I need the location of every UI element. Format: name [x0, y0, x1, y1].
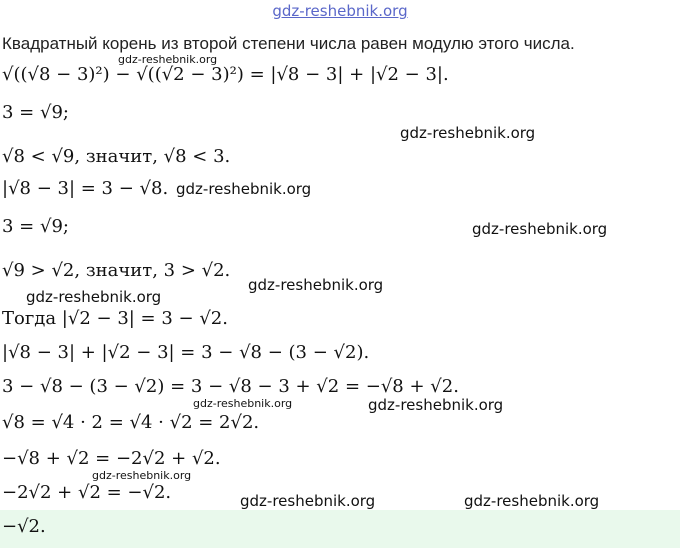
watermark: gdz-reshebnik.org	[368, 396, 504, 414]
watermark: gdz-reshebnik.org	[176, 180, 312, 198]
answer-text: −√2.	[2, 516, 46, 537]
answer-box	[0, 510, 680, 548]
math-line-8: |√8 − 3| + |√2 − 3| = 3 − √8 − (3 − √2).	[2, 342, 370, 363]
watermark: gdz-reshebnik.org	[92, 469, 192, 482]
math-line-9: 3 − √8 − (3 − √2) = 3 − √8 − 3 + √2 = −√8 + √2.	[2, 376, 459, 397]
math-line-1: √((√8 − 3)²) − √((√2 − 3)²) = |√8 − 3| + |√2 − 3|.	[2, 64, 449, 85]
watermark: gdz-reshebnik.org	[400, 124, 536, 142]
math-line-5: 3 = √9;	[2, 216, 69, 237]
math-line-3: √8 < √9, значит, √8 < 3.	[2, 146, 231, 167]
intro-text: Квадратный корень из второй степени числа равен модулю этого числа.	[2, 34, 575, 53]
watermark: gdz-reshebnik.org	[193, 397, 293, 410]
math-line-11: −√8 + √2 = −2√2 + √2.	[2, 448, 221, 469]
watermark: gdz-reshebnik.org	[248, 276, 384, 294]
math-line-10: √8 = √4 · 2 = √4 · √2 = 2√2.	[2, 412, 260, 433]
math-line-7: Тогда |√2 − 3| = 3 − √2.	[2, 308, 228, 329]
math-line-6: √9 > √2, значит, 3 > √2.	[2, 260, 231, 281]
math-line-2: 3 = √9;	[2, 102, 69, 123]
math-line-12: −2√2 + √2 = −√2.	[2, 482, 172, 503]
watermark: gdz-reshebnik.org	[464, 492, 600, 510]
watermark: gdz-reshebnik.org	[472, 220, 608, 238]
header-watermark[interactable]: gdz-reshebnik.org	[272, 2, 408, 20]
watermark: gdz-reshebnik.org	[240, 492, 376, 510]
watermark: gdz-reshebnik.org	[26, 288, 162, 306]
math-line-4: |√8 − 3| = 3 − √8.	[2, 178, 169, 199]
watermark: gdz-reshebnik.org	[118, 53, 218, 66]
